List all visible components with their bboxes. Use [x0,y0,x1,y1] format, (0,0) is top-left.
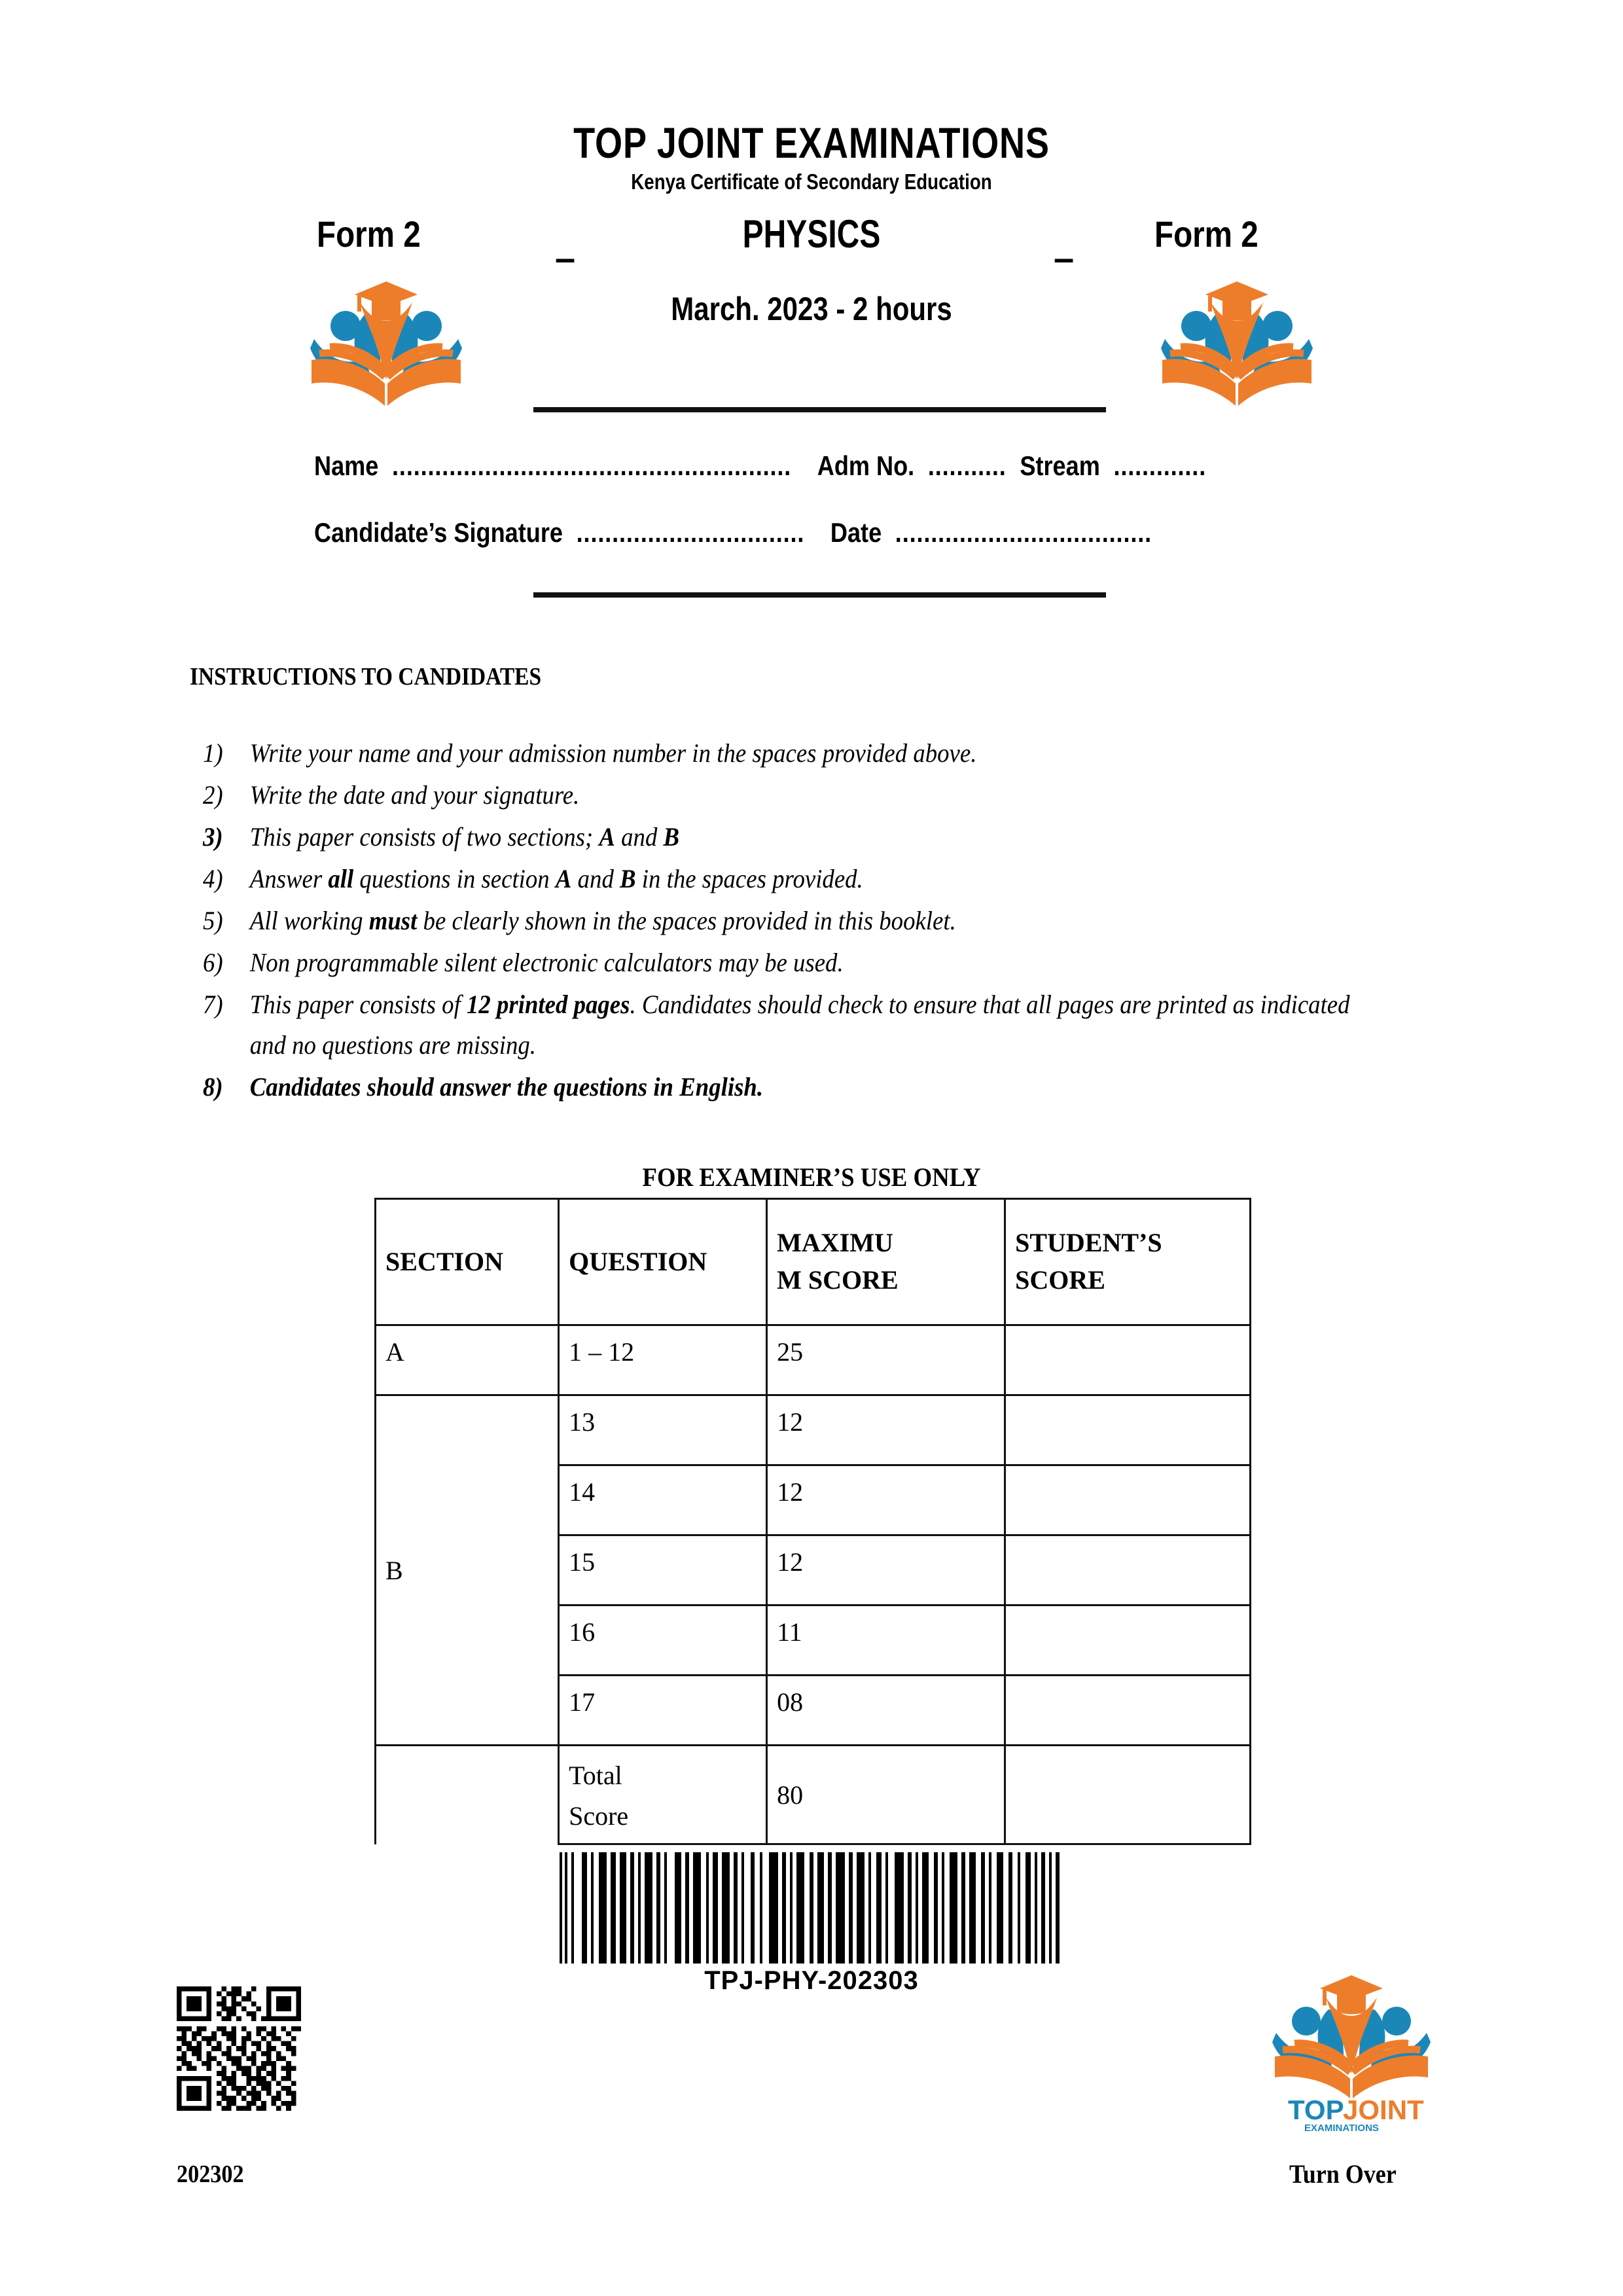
instruction-text-5: All working must be clearly shown in the spaces provided in this booklet. [249,906,956,935]
col-header-student-score [1005,1199,1251,1325]
table-row [376,1325,1251,1395]
cell-question-16: 16 [559,1605,767,1676]
instruction-text-8: Candidates should answer the questions in English. [249,1072,764,1102]
subject-title: PHYSICS [742,212,881,256]
title-band [0,198,1623,349]
table-row [376,1395,1251,1465]
cell-max-17: 08 [767,1676,1005,1746]
dash-separator-right: – [1054,237,1075,278]
examiner-table-title: FOR EXAMINER’S USE ONLY [642,1162,981,1192]
table-row-total [376,1746,1251,1844]
cell-student-1-12[interactable] [1005,1325,1251,1395]
name-input[interactable]: ........................................................ [392,450,792,481]
instruction-text-7: This paper consists of 12 printed pages. Candidates should check to ensure that all pages are printed as indicated and no questions are missing. [249,990,1350,1060]
top-joint-logo-right [1158,275,1315,412]
cell-question-1-12: 1 – 12 [559,1325,767,1395]
cell-total-max: 80 [767,1746,1005,1844]
table-body [376,1325,1251,1844]
logo-text-sub: EXAMINATIONS [1304,2123,1379,2134]
instruction-item-3 [203,817,1377,857]
col-header-maximum-score [767,1199,1005,1325]
instruction-item-7 [203,984,1377,1066]
instruction-text-4: Answer all questions in section A and B in the spaces provided. [249,864,863,893]
header-divider-bottom [533,592,1106,598]
candidate-name-row [314,450,1237,482]
instruction-number-6: 6) [203,948,223,977]
date-label: Date [830,517,882,548]
table-header-row [376,1199,1251,1325]
instruction-item-2 [203,775,1377,816]
instruction-number-4: 4) [203,864,223,893]
col-header-max-line1: MAXIMU [777,1228,893,1258]
col-header-max-line2: M SCORE [777,1265,899,1295]
cell-question-17: 17 [559,1676,767,1746]
instruction-number-5: 5) [203,906,223,935]
cell-max-1-12: 25 [767,1325,1005,1395]
col-header-question: QUESTION [559,1199,767,1325]
barcode-icon [560,1852,1063,1964]
page-header [0,118,1623,349]
instruction-number-1: 1) [203,738,223,768]
instructions-list [203,733,1479,1109]
date-input[interactable]: .................................... [895,517,1152,548]
instruction-item-4 [203,859,1377,899]
adm-no-input[interactable]: ........... [927,450,1007,481]
cell-question-14: 14 [559,1465,767,1535]
col-header-student-line1: STUDENT’S [1015,1228,1162,1258]
instruction-number-8: 8) [203,1072,223,1102]
instruction-number-3: 3) [203,822,223,852]
signature-input[interactable]: ................................ [576,517,805,548]
candidate-signature-row [314,517,1237,548]
col-header-student-line2: SCORE [1015,1265,1105,1295]
instructions-heading: INSTRUCTIONS TO CANDIDATES [190,663,542,691]
cell-total-label [559,1746,767,1844]
instruction-text-2: Write the date and your signature. [249,780,580,810]
examiner-score-table [374,1198,1251,1845]
header-divider-top [533,407,1106,412]
instruction-text-3: This paper consists of two sections; A and B [249,822,680,852]
graduation-book-logo-icon [308,275,465,412]
cell-student-13[interactable] [1005,1395,1251,1465]
total-label-line2: Score [569,1801,629,1831]
cell-max-15: 12 [767,1535,1005,1605]
cell-section-a: A [376,1325,559,1395]
graduation-book-logo-icon [1158,275,1315,412]
total-label-line1: Total [569,1761,622,1790]
stream-input[interactable]: ............. [1113,450,1207,481]
instruction-number-2: 2) [203,780,223,810]
form-label-left: Form 2 [317,213,421,255]
cell-max-14: 12 [767,1465,1005,1535]
cell-section-empty [376,1746,559,1844]
top-joint-logo-left [308,275,465,412]
stream-label: Stream [1020,450,1100,481]
col-header-section: SECTION [376,1199,559,1325]
form-label-right: Form 2 [1154,213,1258,255]
instruction-text-6: Non programmable silent electronic calculators may be used. [249,948,844,977]
organization-title: TOP JOINT EXAMINATIONS [573,118,1050,167]
cell-question-13: 13 [559,1395,767,1465]
instruction-item-8 [203,1067,1377,1107]
cell-student-16[interactable] [1005,1605,1251,1676]
turn-over-label: Turn Over [1289,2159,1397,2189]
cell-max-13: 12 [767,1395,1005,1465]
logo-text-joint: JOINT [1343,2094,1424,2125]
barcode-label: TPJ-PHY-202303 [704,1966,919,1995]
page-code: 202302 [177,2161,244,2188]
exam-date-duration: March. 2023 - 2 hours [671,291,952,327]
adm-no-label: Adm No. [817,450,915,481]
qr-code-icon [177,1986,301,2111]
logo-text-top: TOP [1288,2094,1344,2125]
name-label: Name [314,450,379,481]
cell-student-15[interactable] [1005,1535,1251,1605]
top-joint-logo-footer [1270,1964,1433,2134]
certificate-subtitle: Kenya Certificate of Secondary Education [631,170,992,194]
instruction-text-1: Write your name and your admission number in the spaces provided above. [249,738,977,768]
instruction-item-1 [203,733,1377,774]
instruction-item-5 [203,901,1377,941]
dash-separator-left: – [555,237,576,278]
cell-total-student[interactable] [1005,1746,1251,1844]
instruction-item-6 [203,942,1377,983]
qr-code-block [177,1986,301,2111]
graduation-book-logo-icon [1270,1964,1433,2134]
cell-section-b: B [376,1395,559,1746]
instruction-number-7: 7) [203,990,223,1019]
barcode-block [560,1852,1063,1996]
cell-student-14[interactable] [1005,1465,1251,1535]
cell-question-15: 15 [559,1535,767,1605]
cell-student-17[interactable] [1005,1676,1251,1746]
cell-max-16: 11 [767,1605,1005,1676]
signature-label: Candidate’s Signature [314,517,563,548]
